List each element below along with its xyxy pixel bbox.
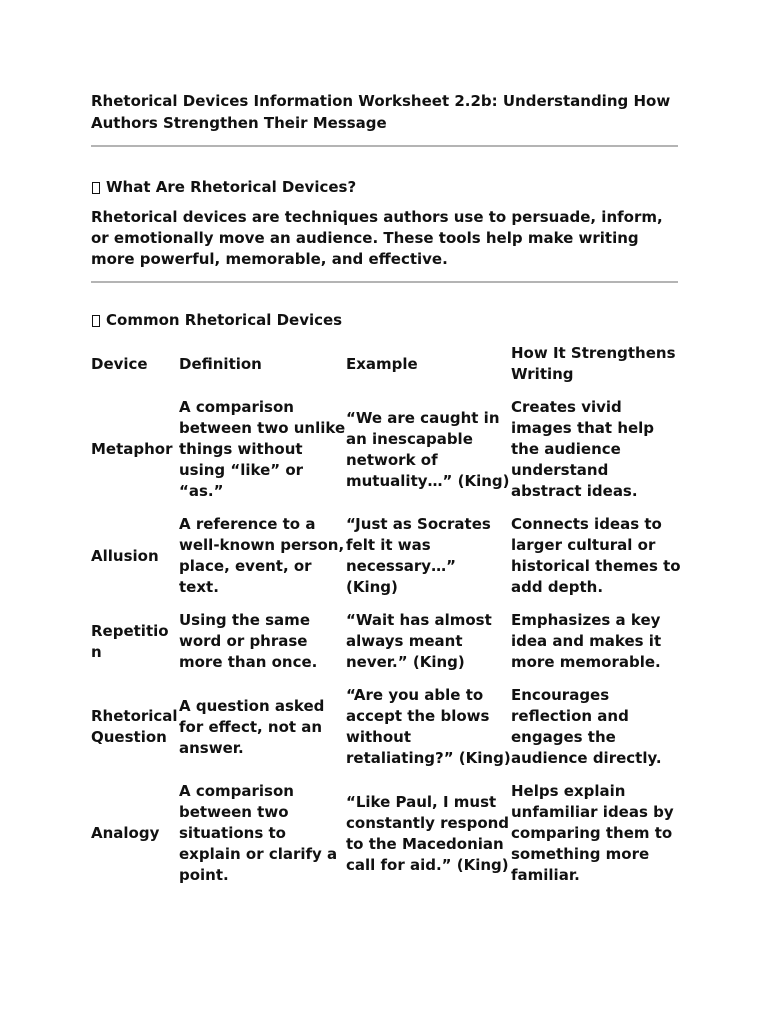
device-name: Rhetorical Question	[91, 707, 178, 746]
device-name: Allusion	[91, 546, 159, 565]
section-heading-what-are	[91, 177, 678, 198]
column-header-example: Example	[346, 354, 418, 373]
section-heading-label: Common Rhetorical Devices	[106, 311, 343, 329]
device-example: “Are you able to accept the blows without retaliating?” (King)	[346, 686, 511, 767]
section-heading-label: What Are Rhetorical Devices?	[106, 178, 357, 196]
device-definition: Using the same word or phrase more than once.	[179, 611, 318, 671]
device-example: “Like Paul, I must constantly respond to the Macedonian call for aid.” (King)	[346, 792, 510, 874]
missing-glyph-icon	[92, 182, 100, 194]
device-strength: Encourages reflection and engages the audience directly.	[511, 686, 662, 767]
column-header-device: Device	[91, 354, 148, 373]
section-heading-common-devices	[91, 310, 678, 331]
device-strength: Connects ideas to larger cultural or historical themes to add depth.	[511, 515, 681, 596]
table-row	[91, 508, 681, 604]
device-example: “Just as Socrates felt it was necessary…” (King)	[346, 515, 491, 596]
table-row	[91, 679, 681, 775]
device-strength: Creates vivid images that help the audience understand abstract ideas.	[511, 398, 655, 500]
device-definition: A question asked for effect, not an answer.	[179, 696, 325, 757]
column-header-strength: How It Strengthens Writing	[511, 344, 676, 383]
divider	[91, 145, 678, 147]
device-definition: A comparison between two situations to explain or clarify a point.	[179, 782, 338, 884]
device-name: Analogy	[91, 824, 160, 842]
document-title: Rhetorical Devices Information Worksheet 2.2b: Understanding How Authors Strengthen Their Message	[91, 92, 671, 132]
device-example: “Wait has almost always meant never.” (King)	[346, 611, 492, 671]
device-name: Metaphor	[91, 440, 173, 458]
device-definition: A reference to a well-known person, place, event, or text.	[179, 515, 345, 596]
device-example: “We are caught in an inescapable network of mutuality…” (King)	[346, 408, 510, 490]
table-row	[91, 775, 681, 892]
device-strength: Helps explain unfamiliar ideas by comparing them to something more familiar.	[511, 782, 674, 884]
table-header-row	[91, 337, 681, 391]
intro-paragraph: Rhetorical devices are techniques authors use to persuade, inform, or emotionally move an audience. These tools help make writing more powerful, memorable, and effective.	[91, 208, 663, 268]
device-definition: A comparison between two unlike things without using “like” or “as.”	[179, 398, 346, 500]
table-row	[91, 604, 681, 679]
divider	[91, 281, 678, 283]
column-header-definition: Definition	[179, 354, 262, 373]
table-row	[91, 391, 681, 508]
missing-glyph-icon	[92, 315, 100, 327]
device-name: Repetition	[91, 621, 169, 661]
devices-table	[91, 337, 681, 892]
device-strength: Emphasizes a key idea and makes it more memorable.	[511, 611, 662, 671]
